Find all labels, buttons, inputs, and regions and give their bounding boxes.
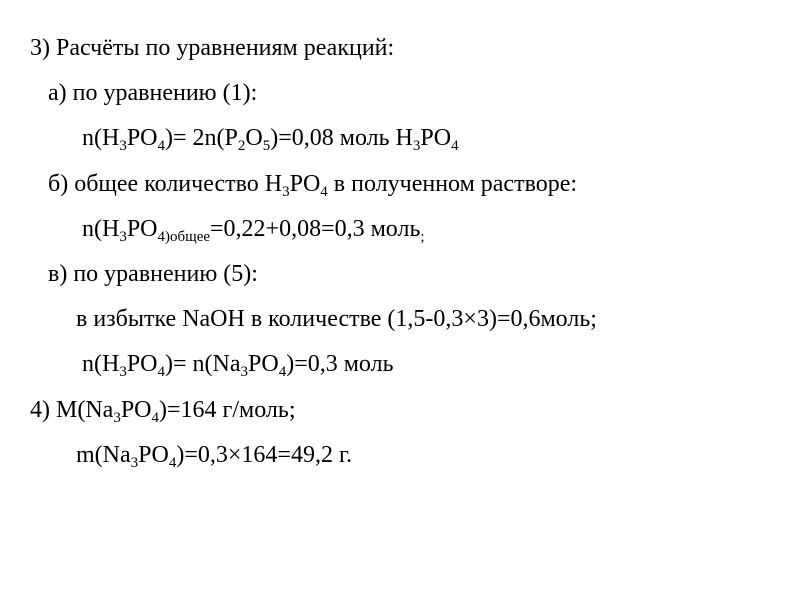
subscript: 3: [130, 455, 139, 471]
text-segment: б) общее количество H: [48, 171, 283, 197]
subscript: 3: [119, 364, 127, 380]
text-segment: PO: [126, 351, 158, 377]
text-segment: m(Na: [76, 442, 131, 468]
subscript: 4: [157, 138, 166, 154]
solution-line: [82, 123, 459, 153]
subscript: 3: [113, 410, 121, 426]
solution-line: [76, 304, 597, 334]
text-segment: n(H: [82, 216, 120, 242]
text-segment: n(H: [82, 125, 120, 151]
subscript: 4: [151, 410, 159, 426]
text-segment: в) по уравнению (5):: [48, 261, 258, 287]
text-segment: O: [245, 125, 263, 151]
subscript: 3: [282, 184, 290, 200]
subscript: 4: [451, 138, 459, 154]
subscript: 3: [119, 138, 127, 154]
text-segment: 4) M(Na: [30, 397, 114, 423]
text-segment: )=0,3 моль: [286, 351, 394, 377]
text-segment: PO: [138, 442, 169, 468]
text-segment: PO: [120, 397, 152, 423]
text-segment: )= n(Na: [165, 351, 241, 377]
text-segment: в избытке NaOH в количестве (1,5-0,3×3)=0,6моль;: [76, 306, 597, 332]
subscript: 4: [168, 455, 177, 471]
subscript: 4: [278, 364, 287, 380]
text-segment: n(H: [82, 351, 120, 377]
solution-line: [48, 259, 258, 289]
text-segment: PO: [126, 125, 158, 151]
solution-line: [48, 169, 577, 199]
solution-line: [48, 78, 257, 108]
text-segment: PO: [248, 351, 279, 377]
text-segment: PO: [420, 125, 452, 151]
subscript: ;: [420, 229, 425, 245]
subscript: 4: [320, 184, 328, 200]
text-segment: PO: [126, 216, 158, 242]
solution-line: [82, 214, 425, 244]
subscript: 4)общее: [157, 229, 211, 245]
text-segment: в полученном растворе:: [327, 171, 578, 197]
subscript: 3: [412, 138, 421, 154]
subscript: 2: [237, 138, 246, 154]
subscript: 4: [157, 364, 166, 380]
solution-line: [30, 395, 296, 425]
text-segment: 3) Расчёты по уравнениям реакций:: [30, 35, 395, 61]
subscript: 5: [262, 138, 271, 154]
subscript: 3: [119, 229, 127, 245]
text-segment: )=164 г/моль;: [159, 397, 296, 423]
text-segment: )=0,3×164=49,2 г.: [176, 442, 353, 468]
subscript: 3: [240, 364, 249, 380]
solution-line: [30, 33, 394, 63]
solution-line: [76, 440, 352, 470]
text-segment: )=0,08 моль H: [270, 125, 413, 151]
text-segment: PO: [289, 171, 321, 197]
text-segment: )= 2n(P: [165, 125, 238, 151]
text-segment: =0,22+0,08=0,3 моль: [210, 216, 421, 242]
solution-line: [82, 349, 394, 379]
text-segment: а) по уравнению (1):: [48, 80, 258, 106]
